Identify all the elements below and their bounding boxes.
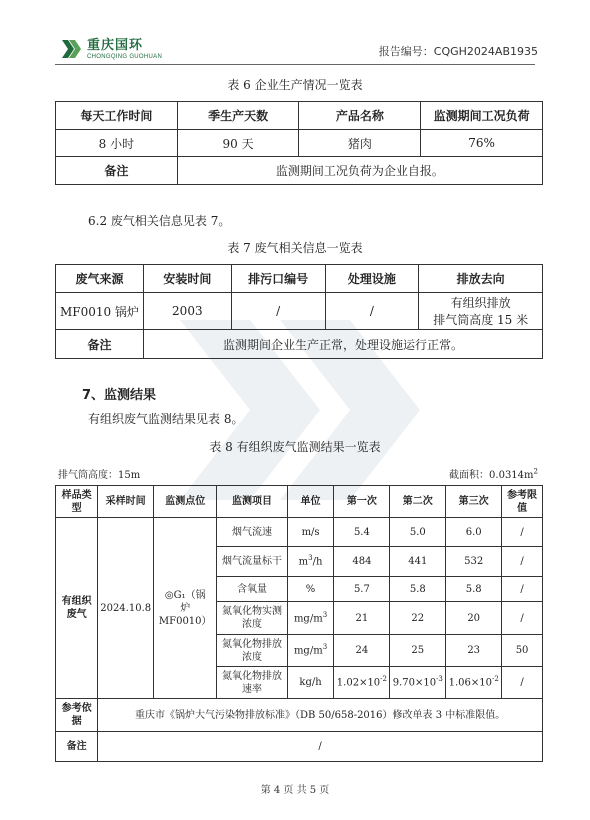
company-logo	[60, 38, 162, 60]
table6-header: 季生产天数	[177, 102, 299, 130]
point-line-1: ◎G₁（锅	[164, 589, 206, 601]
sample-time: 2024.10.8	[98, 518, 154, 699]
point-line-2: 炉	[180, 602, 191, 614]
value-1: 484	[334, 547, 390, 577]
table8-header: 第三次	[446, 486, 502, 518]
value-2: $9.70\times 10^{-3}$	[390, 667, 446, 699]
table6	[55, 101, 543, 185]
section-7-text: 有组织废气监测结果见表 8。	[88, 412, 244, 426]
table7-header: 安装时间	[143, 265, 231, 293]
table8-caption: 表 8 有组织废气监测结果一览表	[209, 440, 381, 454]
limit: 50	[502, 635, 543, 667]
table7	[55, 264, 543, 359]
table7-cell: /	[231, 293, 325, 330]
item: 氮氧化物排放浓度	[217, 635, 287, 667]
table8-header: 参考限值	[502, 486, 543, 518]
header-divider	[55, 64, 535, 65]
limit: /	[502, 667, 543, 699]
value-1: 5.7	[334, 577, 390, 602]
table6-cell: 76%	[421, 130, 543, 157]
point-line-3: MF0010）	[158, 615, 212, 627]
table7-cell-destination	[419, 293, 543, 330]
table6-cell: 90 天	[177, 130, 299, 157]
table7-header: 处理设施	[325, 265, 419, 293]
table7-header: 排污口编号	[231, 265, 325, 293]
unit: kg/h	[287, 667, 334, 699]
table8-header: 第一次	[334, 486, 390, 518]
value-3: 20	[446, 602, 502, 635]
value-2: 441	[390, 547, 446, 577]
table7-cell: /	[325, 293, 419, 330]
table6-cell: 猪肉	[299, 130, 421, 157]
section-area: 截面积：$0.0314m^2$	[449, 467, 538, 481]
table7-remark: 监测期间企业生产正常，处理设施运行正常。	[143, 330, 542, 359]
table8	[55, 485, 543, 762]
value-1: 5.4	[334, 518, 390, 547]
table8-header: 监测项目	[217, 486, 287, 518]
unit: $mg/m^3$	[287, 602, 334, 635]
unit: $m^3/h$	[287, 547, 334, 577]
sample-type: 有组织废气	[56, 518, 98, 699]
stack-height: 排气筒高度：15m	[58, 470, 141, 481]
value-2: 5.0	[390, 518, 446, 547]
table7-cell: MF0010 锅炉	[56, 293, 144, 330]
item: 烟气流量标干	[217, 547, 287, 577]
limit: /	[502, 547, 543, 577]
table6-header: 每天工作时间	[56, 102, 178, 130]
limit: /	[502, 518, 543, 547]
unit: $mg/m^3$	[287, 635, 334, 667]
destination-line-2: 排气筒高度 15 米	[433, 313, 529, 327]
logo-name-cn: 重庆国环	[87, 37, 144, 53]
table6-remark: 监测期间工况负荷为企业自报。	[177, 157, 542, 185]
table8-header: 监测点位	[154, 486, 217, 518]
table7-caption: 表 7 废气相关信息一览表	[227, 241, 363, 255]
value-3: 23	[446, 635, 502, 667]
value-3: 532	[446, 547, 502, 577]
destination-line-1: 有组织排放	[450, 296, 511, 310]
basis-label: 参考依据	[56, 699, 98, 732]
item: 烟气流速	[217, 518, 287, 547]
value-3: $1.06\times 10^{-2}$	[446, 667, 502, 699]
table8-header: 第二次	[390, 486, 446, 518]
section-6-2-text: 6.2 废气相关信息见表 7。	[88, 214, 231, 228]
value-2: 22	[390, 602, 446, 635]
unit: %	[287, 577, 334, 602]
table6-header: 监测期间工况负荷	[421, 102, 543, 130]
table7-cell: 2003	[143, 293, 231, 330]
item: 氮氧化物排放速率	[217, 667, 287, 699]
value-2: 25	[390, 635, 446, 667]
report-number: 报告编号：CQGH2024AB1935	[378, 45, 538, 58]
table7-header: 废气来源	[56, 265, 144, 293]
limit: /	[502, 602, 543, 635]
table7-remark-label: 备注	[56, 330, 144, 359]
value-1: $1.02\times 10^{-2}$	[334, 667, 390, 699]
value-2: 5.8	[390, 577, 446, 602]
value-1: 24	[334, 635, 390, 667]
item: 氮氧化物实测浓度	[217, 602, 287, 635]
table8-header: 样品类型	[56, 486, 98, 518]
table6-remark-label: 备注	[56, 157, 178, 185]
section-7-title: 7、监测结果	[82, 388, 157, 403]
monitoring-point	[154, 518, 217, 699]
unit: m/s	[287, 518, 334, 547]
page-footer: 第 4 页 共 5 页	[260, 785, 330, 796]
table6-cell: 8 小时	[56, 130, 178, 157]
logo-mark-icon	[60, 38, 82, 60]
item: 含氧量	[217, 577, 287, 602]
table8-header: 单位	[287, 486, 334, 518]
limit: /	[502, 577, 543, 602]
table7-header: 排放去向	[419, 265, 543, 293]
value-3: 5.8	[446, 577, 502, 602]
table8-remark-label: 备注	[56, 732, 98, 762]
logo-name-en: CHONGQING GUOHUAN	[87, 53, 163, 60]
table6-header: 产品名称	[299, 102, 421, 130]
basis-text: 重庆市《锅炉大气污染物排放标准》（DB 50/658-2016）修改单表 3 中标准限值。	[98, 699, 543, 732]
value-1: 21	[334, 602, 390, 635]
table8-header: 采样时间	[98, 486, 154, 518]
table6-caption: 表 6 企业生产情况一览表	[227, 78, 363, 92]
table8-remark: /	[98, 732, 543, 762]
value-3: 6.0	[446, 518, 502, 547]
